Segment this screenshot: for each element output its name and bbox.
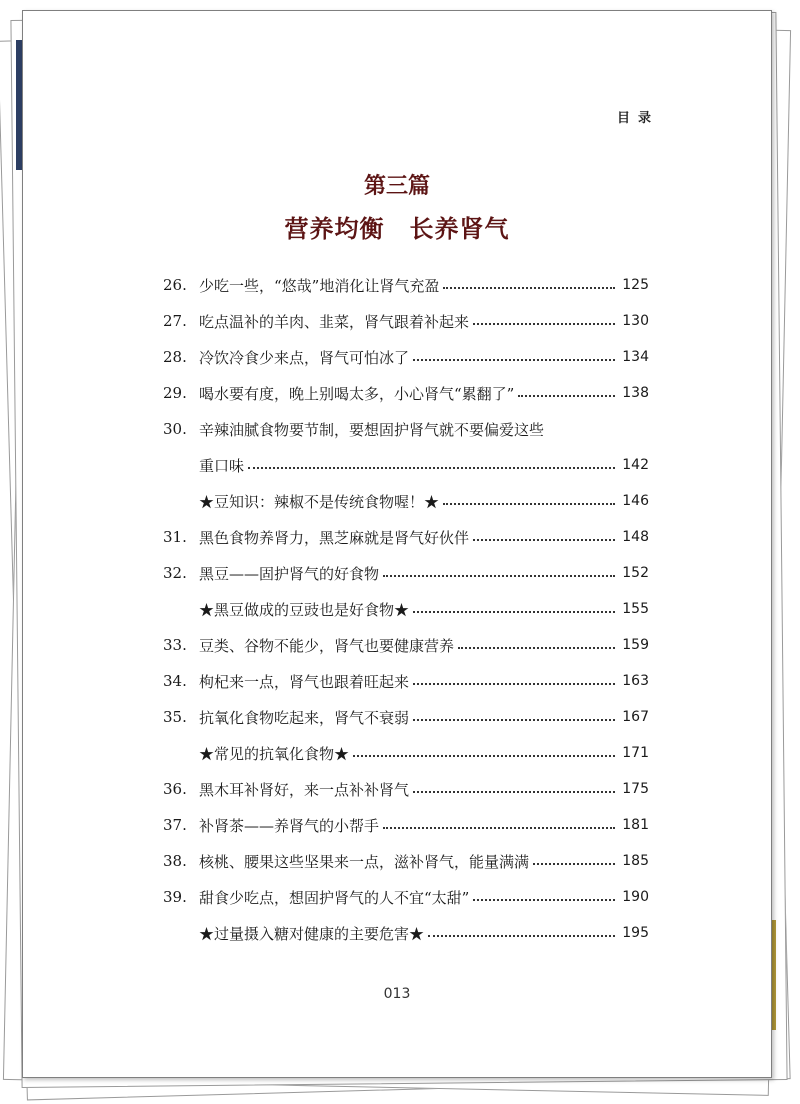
toc-entry-title: 吃点温补的羊肉、韭菜，肾气跟着补起来: [199, 312, 470, 331]
part-subtitle: 营养均衡 长养肾气: [284, 214, 510, 243]
toc-entry[interactable]: [163, 807, 649, 843]
toc-entry[interactable]: [163, 843, 649, 879]
toc-entry-page: 152: [622, 565, 649, 581]
toc-entry[interactable]: [163, 411, 649, 447]
toc-entry-number: 36.: [163, 780, 187, 798]
toc-entry-title: 黑豆——固护肾气的好食物: [199, 564, 380, 583]
page-number: 013: [383, 986, 411, 1002]
toc-dot-leader: [428, 935, 615, 937]
toc-entry-number: 31.: [163, 528, 187, 546]
toc-entry[interactable]: [163, 735, 649, 771]
toc-dot-leader: [443, 287, 615, 289]
toc-entry[interactable]: [163, 447, 649, 483]
toc-entry[interactable]: [163, 555, 649, 591]
toc-entry-number: 26.: [163, 276, 187, 294]
toc-entry[interactable]: [163, 339, 649, 375]
toc-entry-page: 181: [622, 817, 649, 833]
toc-entry-title: ★豆知识：辣椒不是传统食物喔！★: [199, 492, 440, 511]
toc-entry[interactable]: [163, 771, 649, 807]
toc-entry-title: 冷饮冷食少来点，肾气可怕冰了: [199, 348, 410, 367]
toc-entry-title: 核桃、腰果这些坚果来一点，滋补肾气，能量满满: [199, 852, 530, 871]
toc-entry-page: 171: [622, 745, 649, 761]
toc-dot-leader: [533, 863, 615, 865]
toc-entry-number: 37.: [163, 816, 187, 834]
toc-entry-page: 167: [622, 709, 649, 725]
toc-entry-number: 39.: [163, 888, 187, 906]
toc-entry-title: 枸杞来一点，肾气也跟着旺起来: [199, 672, 410, 691]
toc-entry-title: 抗氧化食物吃起来，肾气不衰弱: [199, 708, 410, 727]
part-title: 第三篇: [363, 173, 430, 199]
toc-dot-leader: [413, 359, 615, 361]
toc-entry-title: 黑色食物养肾力，黑芝麻就是肾气好伙伴: [199, 528, 470, 547]
toc-entry-page: 134: [622, 349, 649, 365]
toc-entry-title: ★过量摄入糖对健康的主要危害★: [199, 924, 425, 943]
toc-dot-leader: [473, 899, 615, 901]
toc-entry[interactable]: [163, 591, 649, 627]
toc-entry-page: 159: [622, 637, 649, 653]
toc-dot-leader: [248, 467, 615, 469]
toc-dot-leader: [443, 503, 615, 505]
toc-entry-number: 34.: [163, 672, 187, 690]
toc-entry-title: 喝水要有度，晚上别喝太多，小心肾气“累翻了”: [199, 384, 515, 403]
toc-entry-title: ★常见的抗氧化食物★: [199, 744, 350, 763]
toc-entry-page: 125: [622, 277, 649, 293]
toc-dot-leader: [458, 647, 615, 649]
toc-entry-title: 少吃一些，“悠哉”地消化让肾气充盈: [199, 276, 440, 295]
toc-entry-page: 185: [622, 853, 649, 869]
toc-entry[interactable]: [163, 267, 649, 303]
toc-entry-title: 豆类、谷物不能少，肾气也要健康营养: [199, 636, 455, 655]
toc-entry-number: 30.: [163, 420, 187, 438]
toc-entry-number: 27.: [163, 312, 187, 330]
toc-entry-number: 38.: [163, 852, 187, 870]
toc-entry-page: 195: [622, 925, 649, 941]
toc-entry-title: 重口味: [199, 456, 245, 475]
toc-entry-page: 130: [622, 313, 649, 329]
toc-dot-leader: [353, 755, 615, 757]
toc-entry-number: 28.: [163, 348, 187, 366]
table-of-contents: [163, 267, 649, 951]
toc-entry[interactable]: [163, 915, 649, 951]
toc-entry-page: 163: [622, 673, 649, 689]
toc-entry-page: 142: [622, 457, 649, 473]
toc-entry[interactable]: [163, 627, 649, 663]
toc-dot-leader: [473, 323, 615, 325]
toc-entry-page: 146: [622, 493, 649, 509]
toc-entry-number: 29.: [163, 384, 187, 402]
toc-entry[interactable]: [163, 483, 649, 519]
toc-entry[interactable]: [163, 375, 649, 411]
toc-entry[interactable]: [163, 699, 649, 735]
toc-entry[interactable]: [163, 879, 649, 915]
toc-dot-leader: [473, 539, 615, 541]
toc-entry-title: 甜食少吃点，想固护肾气的人不宜“太甜”: [199, 888, 470, 907]
toc-entry-title: ★黑豆做成的豆豉也是好食物★: [199, 600, 410, 619]
toc-entry[interactable]: [163, 663, 649, 699]
toc-entry-title: 补肾茶——养肾气的小帮手: [199, 816, 380, 835]
toc-entry-page: 175: [622, 781, 649, 797]
toc-dot-leader: [413, 683, 615, 685]
toc-entry-number: 35.: [163, 708, 187, 726]
toc-entry[interactable]: [163, 519, 649, 555]
toc-dot-leader: [518, 395, 615, 397]
toc-entry-number: 33.: [163, 636, 187, 654]
toc-entry-page: 148: [622, 529, 649, 545]
toc-entry-page: 190: [622, 889, 649, 905]
toc-entry-page: 155: [622, 601, 649, 617]
book-page: [22, 10, 772, 1078]
running-head: 目录: [616, 111, 659, 126]
toc-entry-title: 黑木耳补肾好，来一点补补肾气: [199, 780, 410, 799]
toc-entry-title: 辛辣油腻食物要节制，要想固护肾气就不要偏爱这些: [199, 420, 545, 439]
toc-dot-leader: [413, 791, 615, 793]
toc-entry-page: 138: [622, 385, 649, 401]
toc-dot-leader: [413, 611, 615, 613]
toc-dot-leader: [383, 575, 615, 577]
toc-entry[interactable]: [163, 303, 649, 339]
toc-dot-leader: [383, 827, 615, 829]
toc-entry-number: 32.: [163, 564, 187, 582]
toc-dot-leader: [413, 719, 615, 721]
